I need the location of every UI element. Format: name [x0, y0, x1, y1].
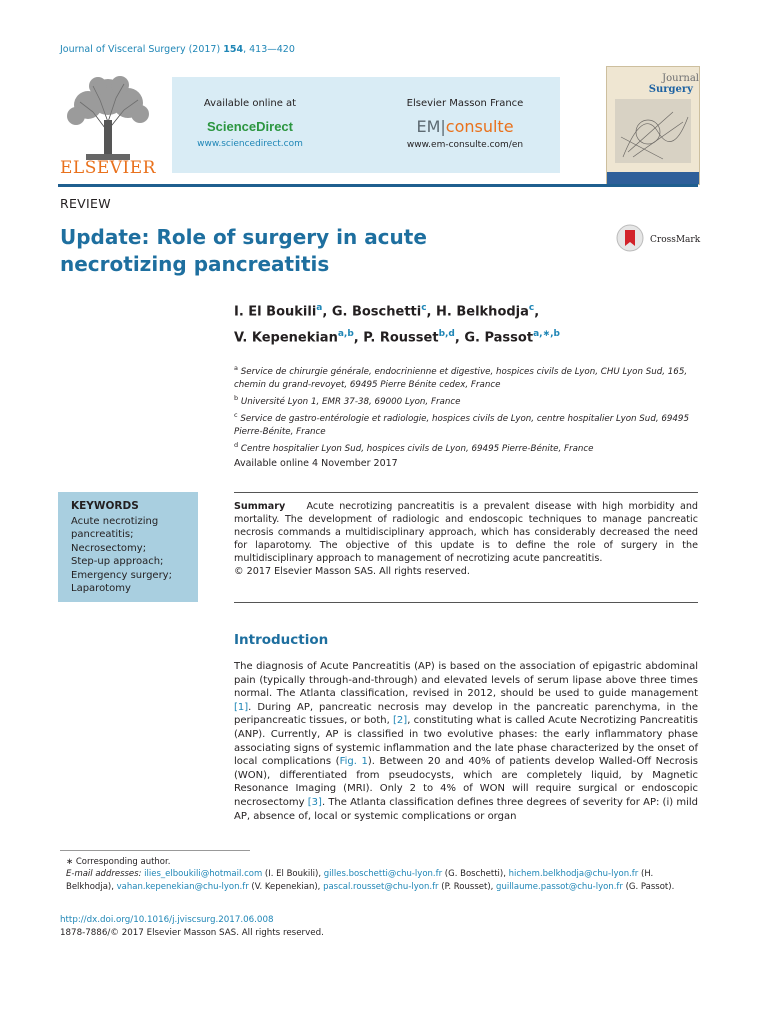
em-consulte-logo[interactable]: EM|consulte — [416, 117, 514, 136]
keywords-heading: KEYWORDS — [71, 500, 139, 512]
email-owner: (V. Kepenekian), — [248, 881, 324, 892]
affiliation-marker: a — [234, 364, 238, 372]
corresponding-author-note: ∗ Corresponding author. — [66, 857, 171, 867]
crossmark-label: CrossMark — [650, 235, 701, 245]
cover-title-line2: Surgery — [648, 84, 693, 95]
affiliation-text: Service de chirurgie générale, endocrinienne et digestive, hospices civils de Lyon, CHU Lyon Sud, 165, chemin du grand-revoyet, 69495 Pierre Bénite cedex, France — [234, 366, 688, 390]
body-text-segment: The diagnosis of Acute Pancreatitis (AP) is based on the association of epigastric abdominal pain (typically through-and-through) and elevated levels of serum lipase above three times normal. The Atlanta classification, revised in 2012, should be used to guide management — [234, 661, 698, 700]
keyword-item[interactable]: Necrosectomy; — [71, 542, 147, 554]
introduction-paragraph — [234, 660, 698, 823]
author-affiliation-marker[interactable]: b,d — [438, 329, 455, 340]
article-type: REVIEW — [60, 196, 111, 211]
email-link[interactable]: hichem.belkhodja@chu-lyon.fr — [508, 869, 639, 880]
affiliation-item — [234, 392, 704, 409]
issn-copyright: 1878-7886/© 2017 Elsevier Masson SAS. All rights reserved. — [60, 928, 324, 938]
citation-link[interactable]: [2] — [393, 715, 408, 727]
header-rule — [58, 184, 698, 187]
affiliation-item — [234, 409, 704, 439]
journal-name: Journal of Visceral Surgery (2017) — [60, 44, 224, 55]
summary-block — [234, 500, 698, 578]
elsevier-wordmark: ELSEVIER — [60, 158, 156, 178]
keyword-item[interactable]: Acute necrotizing — [71, 516, 159, 527]
author-line-1: I. El Boukili$^a$, G. Boschetti$^c$, H. Belkhodja$^c$, — [234, 303, 540, 320]
author-list — [234, 297, 704, 350]
sciencedirect-link[interactable]: www.sciencedirect.com — [197, 139, 303, 149]
email-link[interactable]: guillaume.passot@chu-lyon.fr — [496, 881, 623, 892]
keyword-item[interactable]: Laparotomy — [71, 583, 131, 595]
journal-volume: 154 — [223, 44, 244, 55]
doi-link[interactable]: http://dx.doi.org/10.1016/j.jviscsurg.2017.06.008 — [60, 915, 274, 925]
email-owner: (P. Rousset), — [438, 881, 497, 892]
author-name: V. Kepenekian — [234, 330, 338, 346]
keyword-item[interactable]: pancreatitis; — [71, 529, 134, 541]
affiliation-text: Université Lyon 1, EMR 37-38, 69000 Lyon, France — [238, 396, 461, 407]
affiliations — [234, 362, 704, 456]
footnote-rule — [60, 850, 250, 851]
footnotes — [60, 856, 700, 893]
em-logo-part1: EM — [416, 117, 441, 136]
email-addresses — [60, 868, 700, 893]
available-online-label: Available online at — [203, 98, 297, 109]
author-line-2: V. Kepenekian$^{a,b}$, P. Rousset$^{b,d}$, G. Passot$^{a,∗,b}$ — [234, 329, 560, 346]
email-link[interactable]: pascal.rousset@chu-lyon.fr — [323, 881, 439, 892]
author-affiliation-marker[interactable]: a,b — [337, 329, 354, 340]
journal-citation[interactable] — [60, 44, 295, 55]
cover-footer-band — [607, 172, 699, 184]
email-link[interactable]: vahan.kepenekian@chu-lyon.fr — [116, 881, 249, 892]
introduction-heading: Introduction — [234, 632, 329, 648]
author-affiliation-marker[interactable]: a,∗,b — [533, 329, 560, 340]
em-logo-part2: consulte — [445, 117, 514, 136]
author-name: G. Boschetti — [331, 304, 422, 320]
journal-cover-image — [606, 66, 700, 185]
affiliation-item — [234, 439, 704, 456]
email-owner: (G. Passot). — [622, 881, 675, 892]
email-owner: (I. El Boukili), — [262, 869, 324, 880]
citation-link[interactable]: Fig. 1 — [339, 756, 368, 768]
cover-title-line1: Journal — [662, 73, 699, 84]
em-consulte-link[interactable]: www.em-consulte.com/en — [406, 140, 524, 150]
article-title: Update: Role of surgery in acute necrotizing pancreatitis — [60, 225, 427, 276]
summary-label: Summary — [234, 501, 286, 512]
body-text-segment: ). Between 20 and 40% of patients develop Walled-Off Necrosis (WON), differentiated from pseudocysts, which are completely liquid, by Magnetic Resonance Imaging (MRI). Only 2 to 4% of WON will require surgical or endoscopic necrosectomy — [234, 756, 699, 808]
email-label: E-mail addresses: — [66, 869, 145, 880]
email-link[interactable]: gilles.boschetti@chu-lyon.fr — [323, 869, 443, 880]
body-text-segment: . The Atlanta classification defines three degrees of severity for AP: (i) mild AP, absence of, local or systemic complications or organ — [234, 796, 698, 822]
sciencedirect-logo[interactable]: ScienceDirect — [207, 119, 293, 134]
available-online-date: Available online 4 November 2017 — [234, 458, 398, 469]
citation-link[interactable]: [3] — [307, 796, 322, 808]
author-affiliation-marker[interactable]: c — [421, 303, 427, 313]
author-name: I. El Boukili — [234, 304, 317, 320]
email-owner: (G. Boschetti), — [442, 869, 509, 880]
affiliation-text: Service de gastro-entérologie et radiologie, hospices civils de Lyon, centre hospitalier Lyon Sud, 69495 Pierre-Bénite, France — [234, 413, 689, 437]
affiliation-marker: b — [234, 393, 239, 402]
summary-text: Acute necrotizing pancreatitis is a prevalent disease with high morbidity and mortality. The development of radiologic and endoscopic techniques to manage pancreatic necrosis commands a multidisciplinary approach, which has considerably decreased the need for laparotomy. The objective of this update is to define the role of surgery in the multidisciplinary approach to management of necrotizing acute pancreatitis. — [234, 501, 698, 564]
body-text-segment: , constituting what is called Acute Necrotizing Pancreatitis (ANP). Currently, AP is classified in two evolutive phases: the early inflammatory phase associating signs of systemic inflammation and the late phase characterized by the onset of local complications ( — [234, 715, 699, 768]
citation-link[interactable]: [1] — [234, 701, 249, 713]
summary-top-rule — [234, 492, 698, 493]
author-name: P. Rousset — [363, 330, 439, 346]
crossmark-icon — [615, 223, 645, 253]
affiliation-marker: c — [234, 410, 238, 419]
affiliation-text: Centre hospitalier Lyon Sud, hospices civils de Lyon, 69495 Pierre-Bénite, France — [238, 443, 594, 454]
author-name: G. Passot — [464, 330, 534, 346]
publisher-name: Elsevier Masson France — [406, 98, 524, 109]
author-affiliation-marker[interactable]: c — [528, 303, 535, 313]
author-affiliation-marker[interactable]: a — [316, 303, 323, 313]
affiliation-marker: d — [234, 440, 239, 449]
author-name: H. Belkhodja — [436, 304, 529, 320]
summary-copyright: © 2017 Elsevier Masson SAS. All rights reserved. — [234, 566, 470, 577]
journal-pages: , 413—420 — [243, 44, 295, 55]
affiliation-item — [234, 362, 704, 392]
body-text-segment: . During AP, pancreatic necrosis may develop in the pancreatic parenchyma, in the peripancreatic tissues, or both, — [234, 701, 698, 727]
summary-bottom-rule — [234, 602, 698, 603]
keyword-item[interactable]: Step-up approach; — [71, 556, 164, 568]
keywords-list — [71, 515, 196, 595]
email-link[interactable]: ilies_elboukili@hotmail.com — [144, 869, 263, 880]
email-owner: (H. Belkhodja), — [66, 869, 654, 892]
keyword-item[interactable]: Emergency surgery; — [71, 569, 172, 581]
